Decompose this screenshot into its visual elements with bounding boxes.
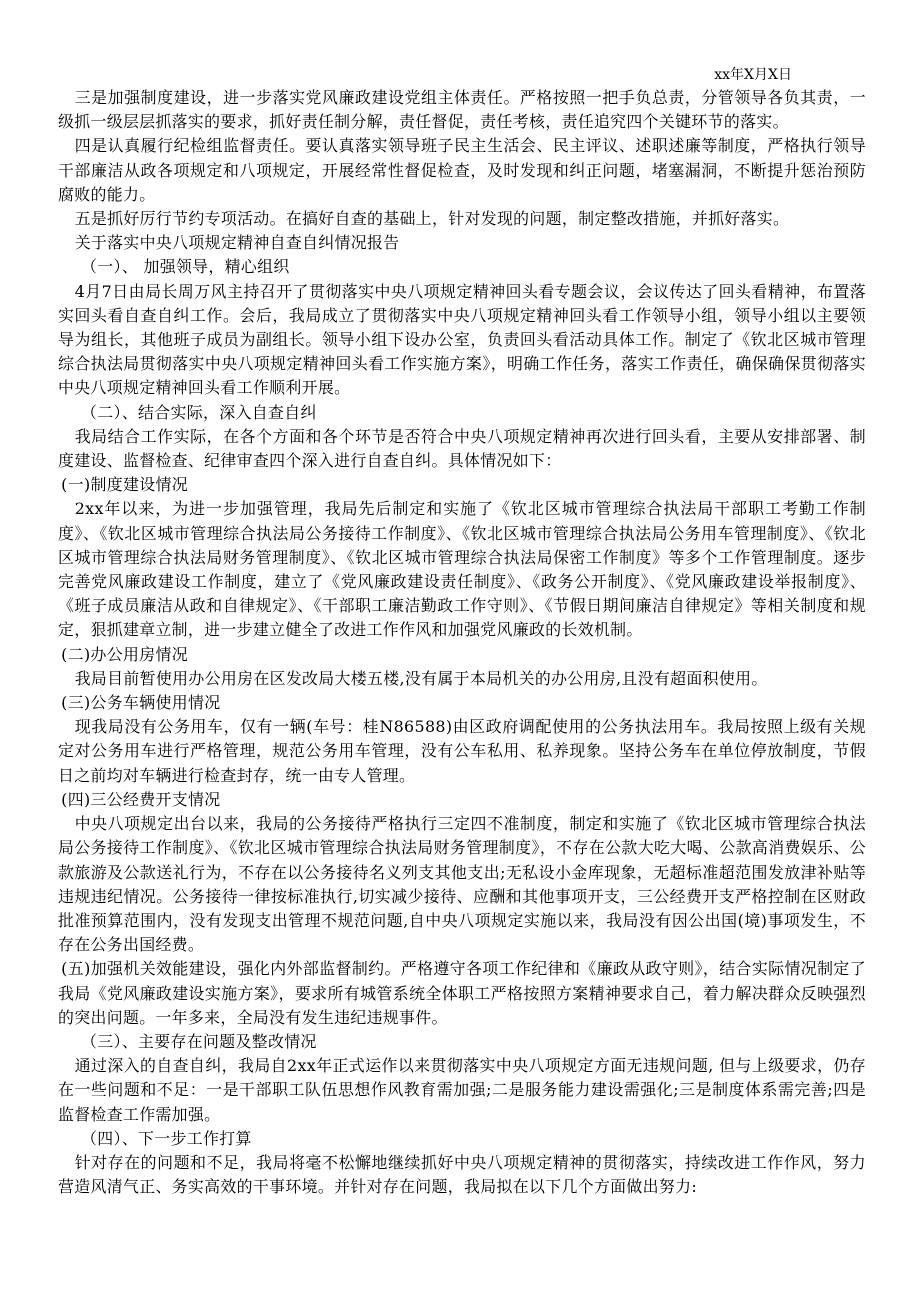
paragraph-discipline-supervision: 四是认真履行纪检组监督责任。要认真落实领导班子民主生活会、民主评议、述职述廉等制度，严格执行领导干部廉洁从政各项规定和八项规定，开展经常性督促检查，及时发现和纠正问题，堵塞漏洞，不断提升惩治预防腐败的能力。 [58,136,866,204]
section-heading-2: （二）、结合实际，深入自查自纠 [81,402,317,422]
paragraph-office-space: 我局目前暂使用办公用房在区发改局大楼五楼,没有属于本局机关的办公用房,且没有超面积使用。 [74,668,768,688]
section-heading-4: （四）、下一步工作打算 [81,1128,252,1148]
section-heading-3: （三）、主要存在问题及整改情况 [81,1031,317,1051]
paragraph-problems: 通过深入的自查自纠，我局自2xx年正式运作以来贯彻落实中央八项规定方面无违规问题, 但与上级要求，仍存在一些问题和不足：一是干部职工队伍思想作风教育需加强;二是服务能力建设需强化;三是制度体系需完善;四是监督检查工作需加强。 [58,1056,866,1124]
subheading-office-space: (二)办公用房情况 [61,644,188,664]
paragraph-efficiency: (五)加强机关效能建设，强化内外部监督制约。严格遵守各项工作纪律和《廉政从政守则》，结合实际情况制定了我局《党风廉政建设实施方案》，要求所有城管系统全体职工严格按照方案精神要求自己，着力解决群众反映强烈的突出问题。一年多来，全局没有发生违纪违规事件。 [58,959,866,1027]
document-date: xx年X月X日 [714,67,792,83]
paragraph-institution: 2xx年以来，为进一步加强管理，我局先后制定和实施了《钦北区城市管理综合执法局干部职工考勤工作制度》、《钦北区城市管理综合执法局公务接待工作制度》、《钦北区城市管理综合执法局公务用车管理制度》、《钦北区城市管理综合执法局财务管理制度》、《钦北区城市管理综合执法局保密工作制度》等多个工作管理制度。逐步完善党风廉政建设工作制度，建立了《党风廉政建设责任制度》、《政务公开制度》、《党风廉政建设举报制度》、《班子成员廉洁从政和自律规定》、《干部职工廉洁勤政工作守则》、《节假日期间廉洁自律规定》等相关制度和规定，狠抓建章立制，进一步建立健全了改进工作作风和加强党风廉政的长效机制。 [58,499,866,640]
paragraph-frugality-campaign: 五是抓好厉行节约专项活动。在搞好自查的基础上，针对发现的问题，制定整改措施，并抓好落实。 [74,209,790,229]
subheading-expenses: (四)三公经费开支情况 [61,789,221,809]
paragraph-institution-building: 三是加强制度建设，进一步落实党风廉政建设党组主体责任。严格按照一把手负总责，分管领导各负其责，一级抓一级层层抓落实的要求，抓好责任制分解，责任督促，责任考核，责任追究四个关键环节的落实。 [58,88,866,132]
paragraph-vehicles: 现我局没有公务用车，仅有一辆(车号：桂N86588)由区政府调配使用的公务执法用车。我局按照上级有关规定对公务用车进行严格管理，规范公务用车管理，没有公车私用、私养现象。坚持公务车在单位停放制度，节假日之前均对车辆进行检查封存，统一由专人管理。 [58,717,866,785]
paragraph-leadership: 4月7日由局长周万风主持召开了贯彻落实中央八项规定精神回头看专题会议，会议传达了回头看精神，布置落实回头看自查自纠工作。会后，我局成立了贯彻落实中央八项规定精神回头看工作领导小组，领导小组以主要领导为组长，其他班子成员为副组长。领导小组下设办公室，负责回头看活动具体工作。制定了《钦北区城市管理综合执法局贯彻落实中央八项规定精神回头看工作实施方案》，明确工作任务，落实工作责任，确保确保贯彻落实中央八项规定精神回头看工作顺利开展。 [58,281,866,398]
section-heading-1: （一）、 加强领导，精心组织 [81,257,290,277]
paragraph-next-steps: 针对存在的问题和不足，我局将毫不松懈地继续抓好中央八项规定精神的贯彻落实，持续改进工作作风，努力营造风清气正、务实高效的干事环境。并针对存在问题，我局拟在以下几个方面做出努力: [58,1152,866,1197]
paragraph-expenses: 中央八项规定出台以来，我局的公务接待严格执行三定四不准制度，制定和实施了《钦北区城市管理综合执法局公务接待工作制度》、《钦北区城市管理综合执法局财务管理制度》，不存在公款大吃大喝、公款高消费娱乐、公款旅游及公款送礼行为，不存在以公务接待名义列支其他支出;无私设小金库现象，无超标准超范围发放津补贴等违规违纪情况。公务接待一律按标准执行,切实减少接待、应酬和其他事项开支，三公经费开支严格控制在区财政批准预算范围内，没有发现支出管理不规范问题,自中央八项规定实施以来，我局没有因公出国(境)事项发生，不存在公务出国经费。 [58,814,866,955]
subheading-vehicles: (三)公务车辆使用情况 [61,693,221,713]
paragraph-self-inspection: 我局结合工作实际，在各个方面和各个环节是否符合中央八项规定精神再次进行回头看，主要从安排部署、制度建设、监督检查、纪律审查四个深入进行自查自纠。具体情况如下： [58,426,866,471]
subheading-institution: (一)制度建设情况 [61,475,188,495]
report-title: 关于落实中央八项规定精神自查自纠情况报告 [74,233,400,253]
document-body [58,86,866,1199]
